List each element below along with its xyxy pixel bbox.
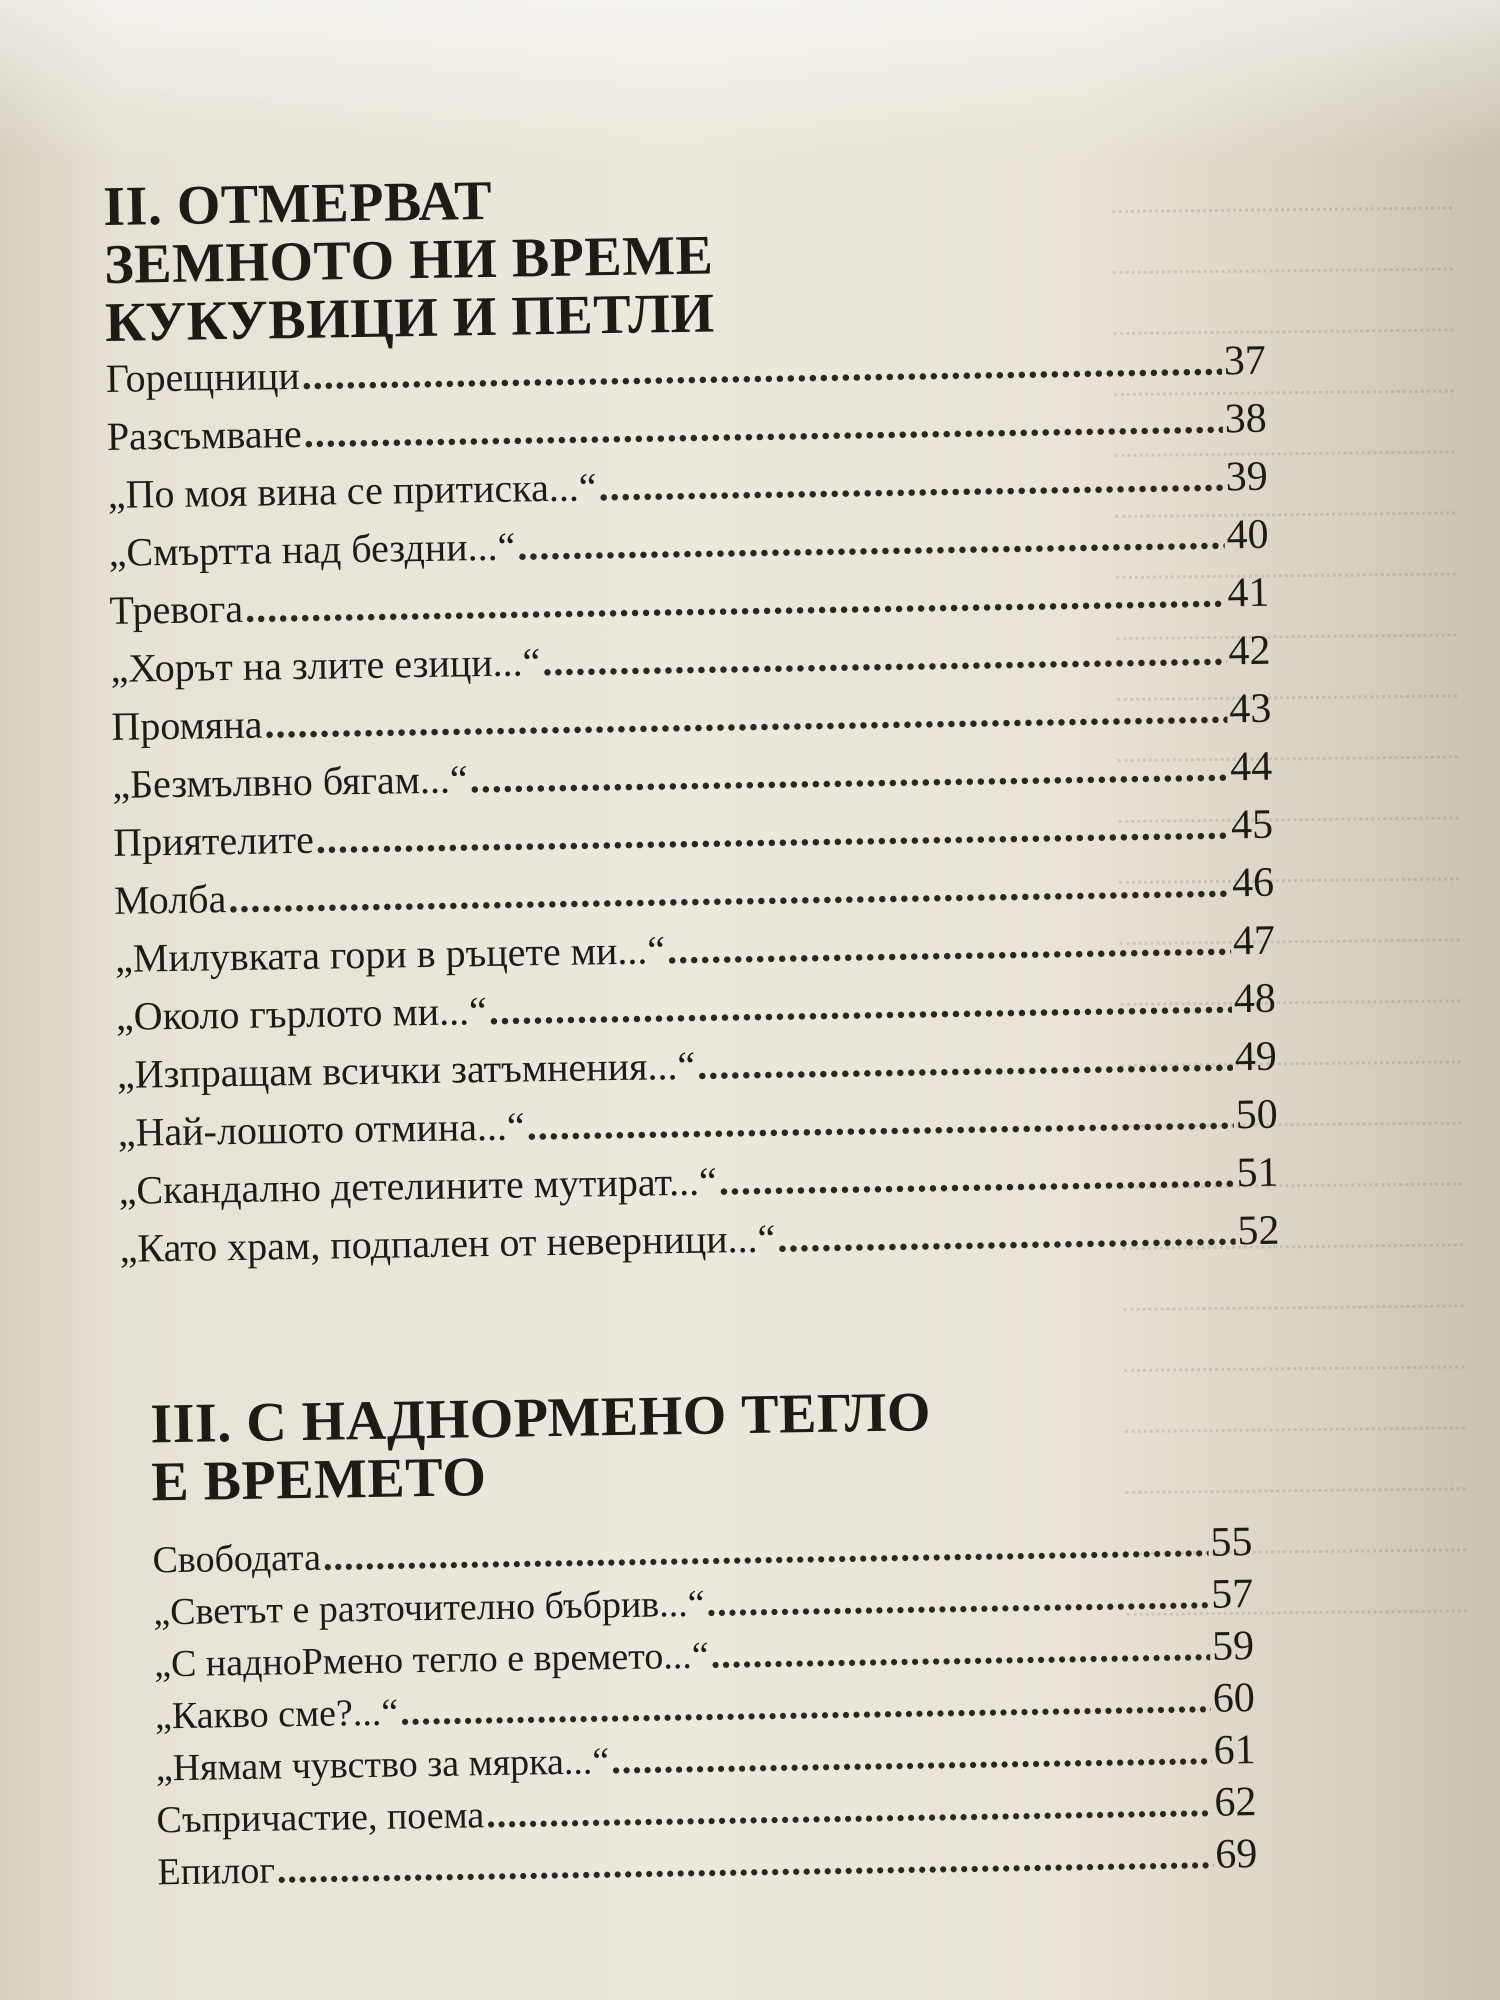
entry-title: „Нямам чувство за мярка...“ xyxy=(155,1740,610,1790)
entry-page: 37 xyxy=(1223,337,1267,385)
entry-page: 61 xyxy=(1213,1727,1256,1774)
entry-page: 51 xyxy=(1236,1149,1279,1197)
entry-title: „Хорът на злите езици...“ xyxy=(110,639,541,691)
section-ii-entries xyxy=(105,332,1279,1278)
dot-leader xyxy=(611,1727,1212,1787)
entry-page: 38 xyxy=(1224,395,1268,443)
entry-page: 39 xyxy=(1225,453,1268,501)
heading-line: Е ВРЕМЕТО xyxy=(150,1446,487,1514)
entry-title: „Безмълвно бягам...“ xyxy=(111,756,469,807)
heading-line: III. С НАДНОРМЕНО ТЕГЛО xyxy=(149,1381,932,1456)
entry-page: 49 xyxy=(1234,1033,1278,1081)
entry-page: 41 xyxy=(1227,569,1270,617)
entry-title: Горещници xyxy=(105,352,301,401)
dot-leader xyxy=(710,1623,1210,1682)
section-heading-ii xyxy=(103,168,715,352)
section-heading-iii xyxy=(149,1381,932,1514)
entry-page: 42 xyxy=(1228,627,1271,675)
entry-title: „Милувката гори в ръцете ми...“ xyxy=(114,927,666,981)
entry-title: „Около гърлото ми...“ xyxy=(115,988,488,1039)
dot-leader xyxy=(598,448,1224,516)
heading-line: II. ОТМЕРВАТ xyxy=(102,169,493,238)
entry-page: 52 xyxy=(1237,1207,1280,1255)
entry-title: Приятелите xyxy=(112,816,315,865)
entry-page: 62 xyxy=(1214,1779,1257,1826)
entry-title: „Смъртта над бездни...“ xyxy=(108,523,516,575)
entry-page: 47 xyxy=(1232,917,1276,965)
entry-title: Съпричастие, поема xyxy=(156,1794,485,1842)
section-iii-entries xyxy=(152,1517,1258,1898)
entry-page: 40 xyxy=(1226,511,1269,559)
dot-leader xyxy=(706,1571,1209,1630)
entry-title: „С надноРмено тегло е времето...“ xyxy=(153,1634,710,1686)
entry-title: Епилог xyxy=(157,1849,276,1894)
entry-page: 43 xyxy=(1228,685,1272,733)
dot-leader xyxy=(667,912,1232,979)
entry-title: Свободата xyxy=(152,1536,322,1582)
entry-title: Молба xyxy=(113,876,227,923)
entry-title: „Изпращам всички затъмнения...“ xyxy=(116,1042,696,1097)
entry-page: 44 xyxy=(1229,743,1273,791)
entry-title: Разсъмване xyxy=(106,410,303,459)
heading-line: ЗЕМНОТО НИ ВРЕМЕ xyxy=(103,224,714,296)
entry-title: Тревога xyxy=(109,585,244,633)
entry-page: 55 xyxy=(1210,1519,1253,1566)
entry-title: Промяна xyxy=(111,701,263,749)
entry-title: „Какво сме?...“ xyxy=(154,1691,399,1738)
entry-title: „Скандално детелините мутират...“ xyxy=(118,1158,718,1213)
entry-page: 59 xyxy=(1211,1623,1255,1670)
entry-page: 46 xyxy=(1231,859,1275,907)
entry-page: 50 xyxy=(1235,1091,1279,1139)
dot-leader xyxy=(542,622,1227,691)
entry-title: „Най-лошото отмина...“ xyxy=(117,1103,525,1155)
entry-page: 69 xyxy=(1214,1831,1258,1878)
entry-page: 45 xyxy=(1230,801,1274,849)
entry-title: „По моя вина се притиска...“ xyxy=(107,464,597,517)
entry-title: „Светът е разточително бъбрив...“ xyxy=(153,1582,705,1634)
dot-leader xyxy=(697,1028,1233,1094)
entry-page: 60 xyxy=(1212,1675,1256,1722)
heading-line: КУКУВИЦИ И ПЕТЛИ xyxy=(104,282,716,354)
entry-page: 57 xyxy=(1210,1571,1254,1618)
entry-title: „Като храм, подпален от неверници...“ xyxy=(119,1215,776,1271)
page-light xyxy=(0,0,1500,160)
dot-leader xyxy=(718,1144,1235,1210)
entry-page: 48 xyxy=(1233,975,1277,1023)
dot-leader xyxy=(777,1202,1236,1267)
